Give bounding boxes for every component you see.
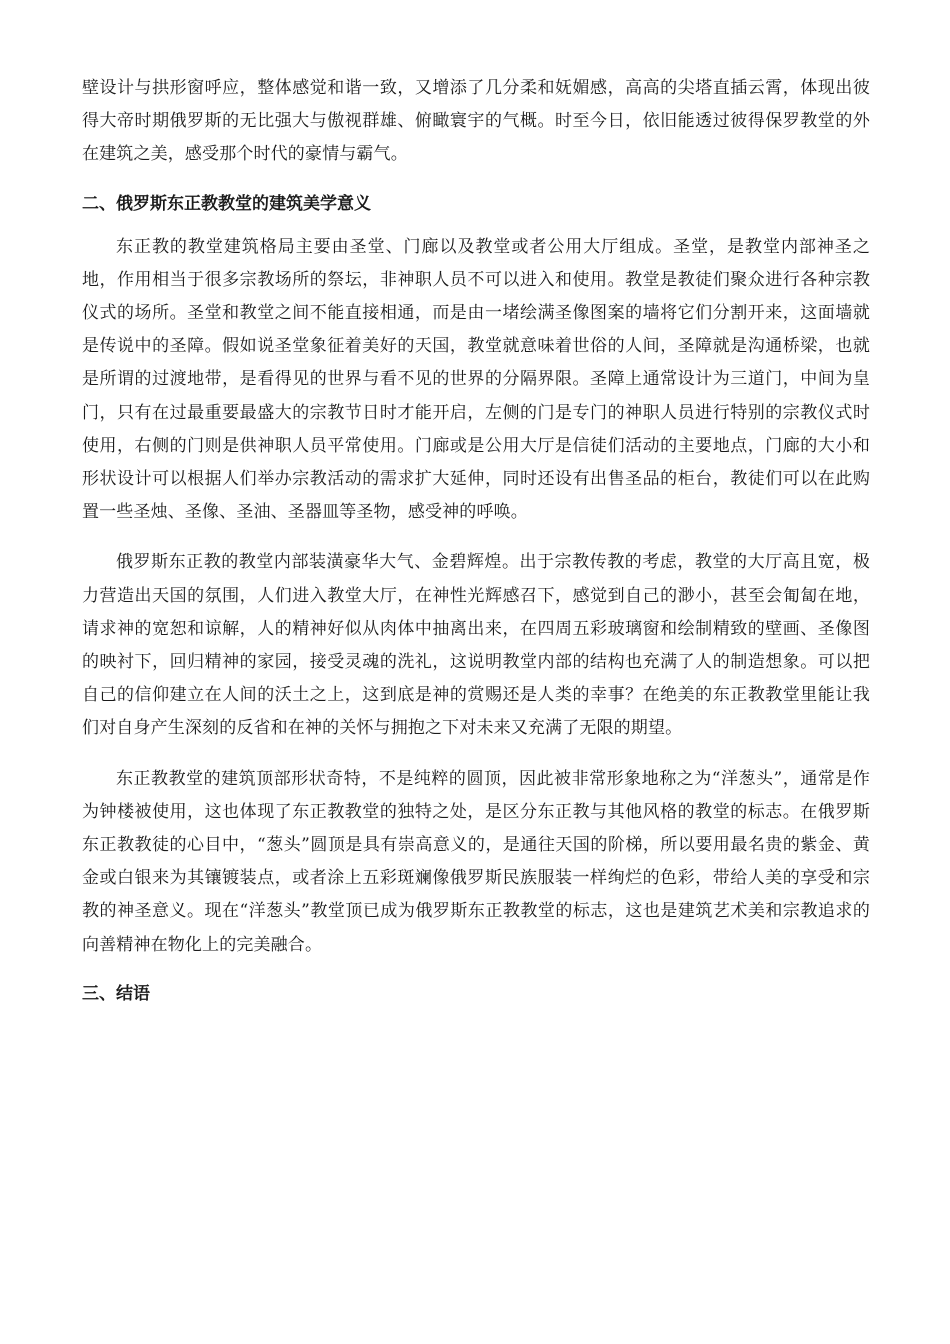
body-paragraph: 东正教的教堂建筑格局主要由圣堂、门廊以及教堂或者公用大厅组成。圣堂，是教堂内部神圣之地，作用相当于很多宗教场所的祭坛，非神职人员不可以进入和使用。教堂是教徒们聚众进行各种宗教仪式的场所。圣堂和教堂之间不能直接相通，而是由一堵绘满圣像图案的墙将它们分割开来，这面墙就是传说中的圣障。假如说圣堂象征着美好的天国，教堂就意味着世俗的人间，圣障就是沟通桥梁，也就是所谓的过渡地带，是看得见的世界与看不见的世界的分隔界限。圣障上通常设计为三道门，中间为皇门，只有在过最重要最盛大的宗教节日时才能开启，左侧的门是专门的神职人员进行特别的宗教仪式时使用，右侧的门则是供神职人员平常使用。门廊或是公用大厅是信徒们活动的主要地点，门廊的大小和形状设计可以根据人们举办宗教活动的需求扩大延伸，同时还设有出售圣品的柜台，教徒们可以在此购置一些圣烛、圣像、圣油、圣器皿等圣物，感受神的呼唤。 <box>82 236 870 523</box>
document-page <box>82 72 870 1011</box>
body-paragraph: 俄罗斯东正教的教堂内部装潢豪华大气、金碧辉煌。出于宗教传教的考虑，教堂的大厅高且宽，极力营造出天国的氛围，人们进入教堂大厅，在神性光辉感召下，感觉到自己的渺小，甚至会匍匐在地，请求神的宽恕和谅解，人的精神好似从肉体中抽离出来，在四周五彩玻璃窗和绘制精致的壁画、圣像图的映衬下，回归精神的家园，接受灵魂的洗礼，这说明教堂内部的结构也充满了人的制造想象。可以把自己的信仰建立在人间的沃土之上，这到底是神的赏赐还是人类的幸事？在绝美的东正教教堂里能让我们对自身产生深刻的反省和在神的关怀与拥抱之下对未来又充满了无限的期望。 <box>82 552 870 739</box>
section-heading-3: 三、结语 <box>82 983 150 1004</box>
section-heading-2: 二、俄罗斯东正教教堂的建筑美学意义 <box>82 193 371 214</box>
body-paragraph: 东正教教堂的建筑顶部形状奇特，不是纯粹的圆顶，因此被非常形象地称之为“洋葱头”，通常是作为钟楼被使用，这也体现了东正教教堂的独特之处，是区分东正教与其他风格的教堂的标志。在俄罗斯东正教教徒的心目中，“葱头”圆顶是具有崇高意义的，是通往天国的阶梯，所以要用最名贵的紫金、黄金或白银来为其镶镀装点，或者涂上五彩斑斓像俄罗斯民族服装一样绚烂的色彩，带给人美的享受和宗教的神圣意义。现在“洋葱头”教堂顶已成为俄罗斯东正教教堂的标志，这也是建筑艺术美和宗教追求的向善精神在物化上的完美融合。 <box>82 768 870 955</box>
continued-paragraph: 壁设计与拱形窗呼应，整体感觉和谐一致，又增添了几分柔和妩媚感，高高的尖塔直插云霄，体现出彼得大帝时期俄罗斯的无比强大与傲视群雄、俯瞰寰宇的气概。时至今日，依旧能透过彼得保罗教堂的外在建筑之美，感受那个时代的豪情与霸气。 <box>82 78 870 165</box>
